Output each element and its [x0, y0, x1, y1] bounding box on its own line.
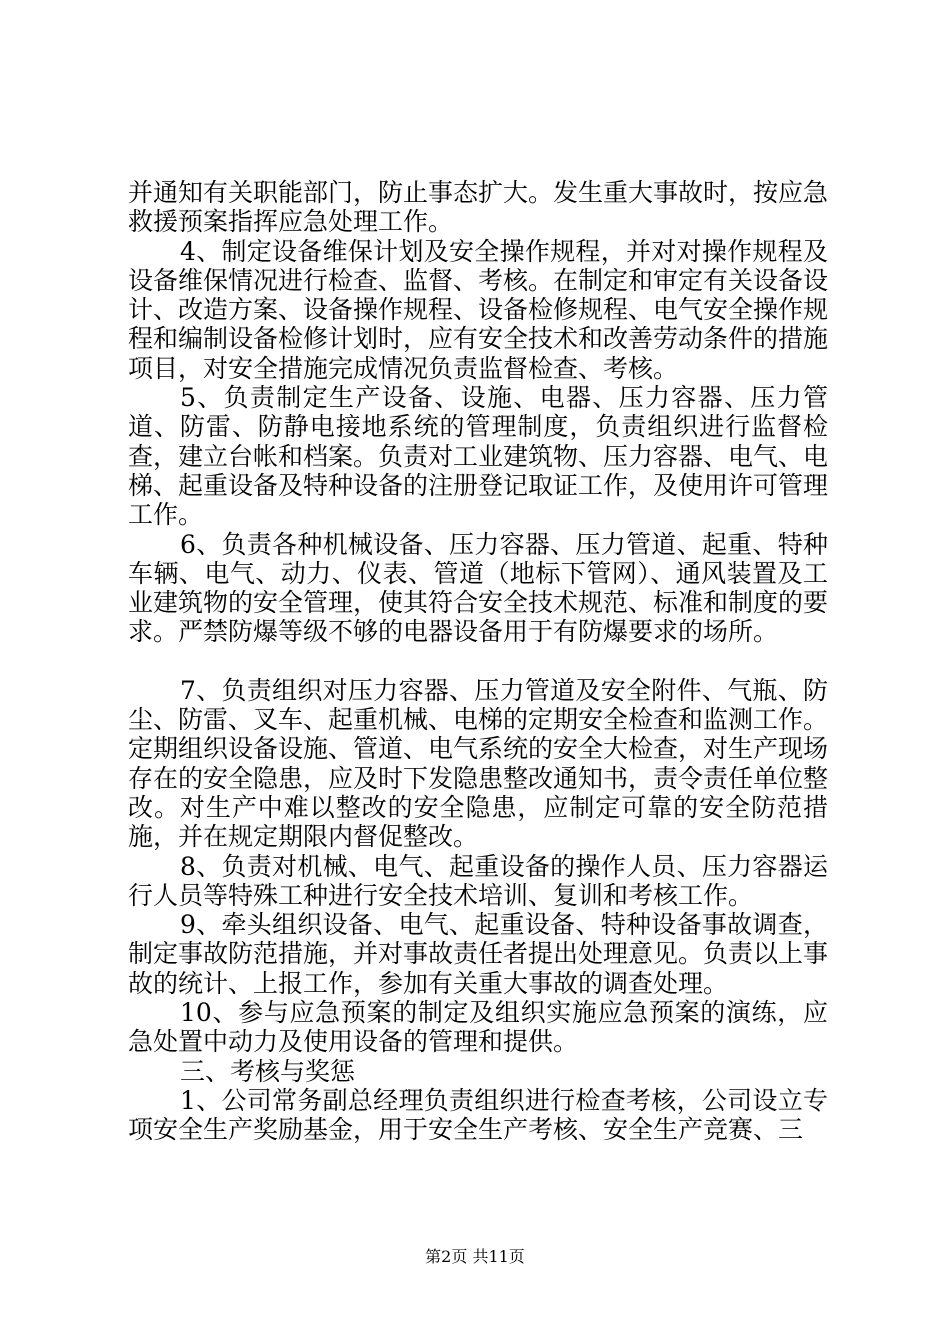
section-heading: 三、考核与奖惩: [180, 1056, 356, 1086]
paragraph-2: 4、制定设备维保计划及安全操作规程，并对对操作规程及设备维保情况进行检查、监督、考核。在制定和审定有关设备设计、改造方案、设备操作规程、设备检修规程、电气安全操作规程和编制设备检修计划时，应有安全技术和改善劳动条件的措施项目，对安全措施完成情况负责监督检查、考核。: [128, 236, 829, 383]
page-footer: 第2页 共11页: [425, 1247, 525, 1266]
document-body: [128, 178, 828, 1145]
paragraph-spacer: [128, 647, 828, 676]
paragraph-6: 8、负责对机械、电气、起重设备的操作人员、压力容器运行人员等特殊工种进行安全技术培训、复训和考核工作。: [128, 851, 828, 910]
paragraph-5: 7、负责组织对压力容器、压力管道及安全附件、气瓶、防尘、防雷、叉车、起重机械、电梯的定期安全检查和监测工作。定期组织设备设施、管道、电气系统的安全大检查，对生产现场存在的安全隐患，应及时下发隐患整改通知书，责令责任单位整改。对生产中难以整改的安全隐患，应制定可靠的安全防范措施，并在规定期限内督促整改。: [128, 675, 829, 852]
paragraph-3: 5、负责制定生产设备、设施、电器、压力容器、压力管道、防雷、防静电接地系统的管理制度，负责组织进行监督检查，建立台帐和档案。负责对工业建筑物、压力容器、电气、电梯、起重设备及特种设备的注册登记取证工作，及使用许可管理工作。: [128, 383, 829, 530]
paragraph-4: 6、负责各种机械设备、压力容器、压力管道、起重、特种车辆、电气、动力、仪表、管道（地标下管网）、通风装置及工业建筑物的安全管理，使其符合安全技术规范、标准和制度的要求。严禁防爆等级不够的电器设备用于有防爆要求的场所。: [128, 529, 829, 647]
paragraph-1: 并通知有关职能部门，防止事态扩大。发生重大事故时，按应急救援预案指挥应急处理工作。: [128, 178, 829, 237]
paragraph-7: 9、牵头组织设备、电气、起重设备、特种设备事故调查，制定事故防范措施，并对事故责任者提出处理意见。负责以上事故的统计、上报工作，参加有关重大事故的调查处理。: [128, 910, 829, 998]
paragraph-8: 10、参与应急预案的制定及组织实施应急预案的演练，应急处置中动力及使用设备的管理和提供。: [128, 998, 828, 1057]
paragraph-9: 1、公司常务副总经理负责组织进行检查考核，公司设立专项安全生产奖励基金，用于安全生产考核、安全生产竞赛、三: [128, 1085, 828, 1145]
